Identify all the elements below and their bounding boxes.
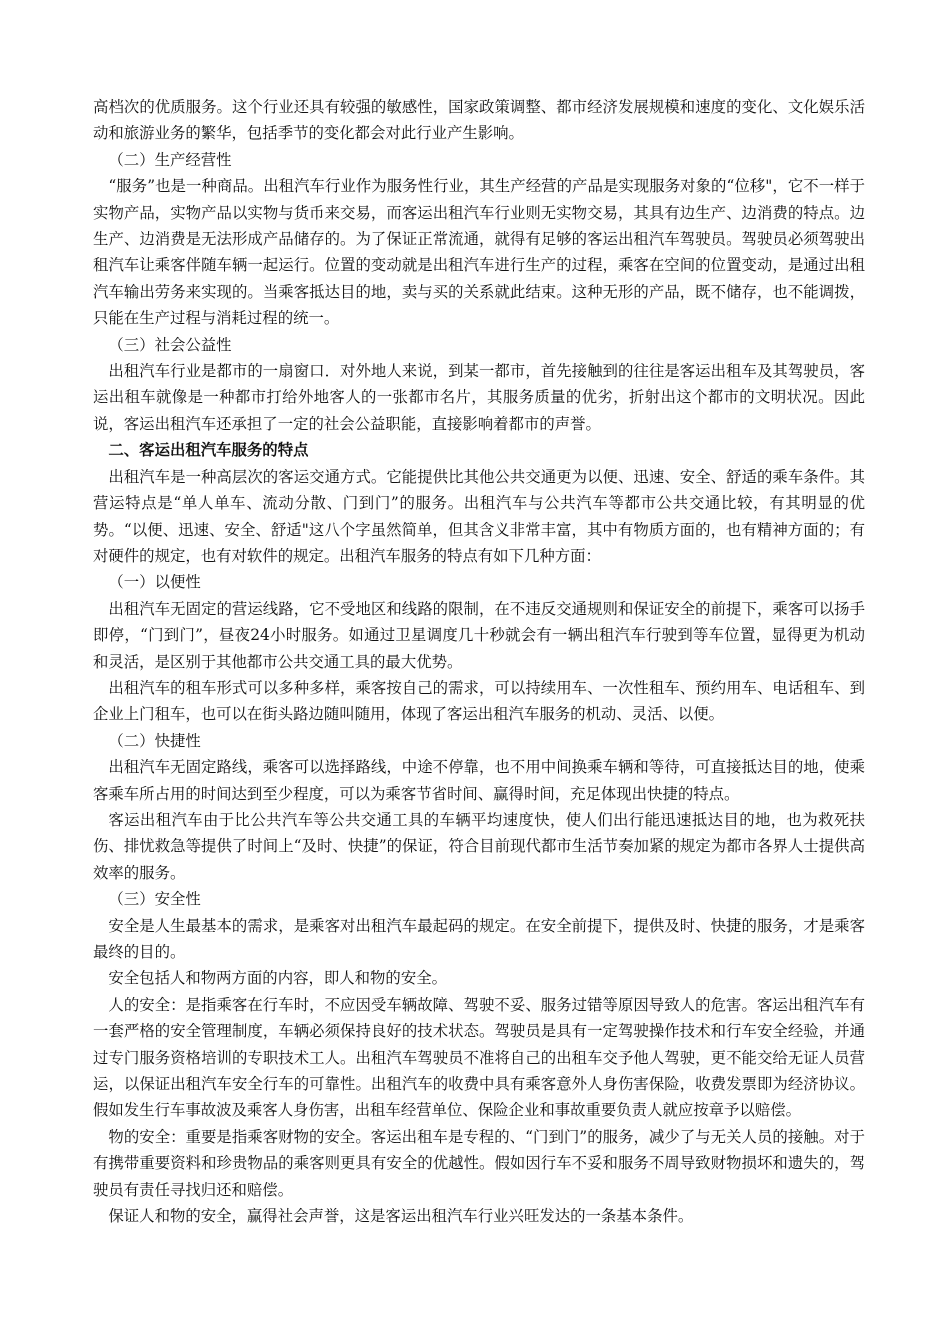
body-paragraph: 保证人和物的安全，赢得社会声誉，这是客运出租汽车行业兴旺发达的一条基本条件。 — [108, 1207, 694, 1226]
body-paragraph: 出租汽车的租车形式可以多种多样，乘客按自己的需求，可以持续用车、一次性租车、预约用车、电话租车、到企业上门租车，也可以在街头路边随叫随用，体现了客运出租汽车服务的机动、灵活、以便。 — [93, 678, 865, 724]
document-body — [93, 94, 865, 1229]
body-paragraph: 出租汽车无固定的营运线路，它不受地区和线路的限制，在不违反交通规则和保证安全的前提下，乘客可以扬手即停，“门到门”，昼夜24小时服务。如通过卫星调度几十秒就会有一辆出租汽车行驶到等车位置，显得更为机动和灵活，是区别于其他都市公共交通工具的最大优势。 — [93, 599, 865, 671]
subsection-title: （一）以便性 — [108, 573, 201, 592]
body-paragraph: 高档次的优质服务。这个行业还具有较强的敏感性，国家政策调整、都市经济发展规模和速度的变化、文化娱乐活动和旅游业务的繁华，包括季节的变化都会对此行业产生影响。 — [93, 98, 865, 143]
body-paragraph: 出租汽车无固定路线，乘客可以选择路线，中途不停靠，也不用中间换乘车辆和等待，可直接抵达目的地，使乘客乘车所占用的时间达到至少程度，可以为乘客节省时间、赢得时间，充足体现出快捷的特点。 — [93, 758, 865, 803]
subsection-title: （三）社会公益性 — [108, 335, 232, 354]
subsection-title: （二）快捷性 — [108, 731, 201, 750]
body-paragraph: 出租汽车是一种高层次的客运交通方式。它能提供比其他公共交通更为以便、迅速、安全、舒适的乘车条件。其营运特点是“单人单车、流动分散、门到门”的服务。出租汽车与公共汽车等都市公共交通比较，有其明显的优势。“以便、迅速、安全、舒适"这八个字虽然简单，但其含义非常丰富，其中有物质方面的，也有精神方面的；有对硬件的规定，也有对软件的规定。出租汽车服务的特点有如下几种方面： — [93, 467, 865, 565]
section-heading: 二、客运出租汽车服务的特点 — [108, 441, 309, 460]
body-paragraph: 客运出租汽车由于比公共汽车等公共交通工具的车辆平均速度快，使人们出行能迅速抵达目的地，也为救死扶伤、排忧救急等提供了时间上“及时、快捷”的保证，符合目前现代都市生活节奏加紧的规定为都市各界人士提供高效率的服务。 — [93, 810, 865, 882]
body-paragraph: “服务”也是一种商品。出租汽车行业作为服务性行业，其生产经营的产品是实现服务对象的“位移"，它不一样于实物产品，实物产品以实物与货币来交易，而客运出租汽车行业则无实物交易，其具有边生产、边消费的特点。边生产、边消费是无法形成产品储存的。为了保证正常流通，就得有足够的客运出租汽车驾驶员。驾驶员必须驾驶出租汽车让乘客伴随车辆一起运行。位置的变动就是出租汽车进行生产的过程，乘客在空间的位置变动，是通过出租汽车输出劳务来实现的。当乘客抵达目的地，卖与买的关系就此结束。这种无形的产品，既不储存，也不能调拨，只能在生产过程与消耗过程的统一。 — [93, 177, 865, 328]
body-paragraph: 出租汽车行业是都市的一扇窗口．对外地人来说，到某一都市，首先接触到的往往是客运出租车及其驾驶员，客运出租车就像是一种都市打给外地客人的一张都市名片，其服务质量的优劣，折射出这个都市的文明状况。因此说，客运出租汽车还承担了一定的社会公益职能，直接影响着都市的声誉。 — [93, 362, 865, 433]
body-paragraph: 安全是人生最基本的需求，是乘客对出租汽车最起码的规定。在安全前提下，提供及时、快捷的服务，才是乘客最终的目的。 — [93, 916, 865, 961]
body-paragraph: 物的安全：重要是指乘客财物的安全。客运出租车是专程的、“门到门”的服务，减少了与无关人员的接触。对于有携带重要资料和珍贵物品的乘客则更具有安全的优越性。假如因行车不妥和服务不周导致财物损坏和遗失的，驾驶员有责任寻找归还和赔偿。 — [93, 1127, 865, 1199]
subsection-title: （三）安全性 — [108, 890, 201, 909]
subsection-title: （二）生产经营性 — [108, 150, 232, 169]
body-paragraph: 安全包括人和物两方面的内容，即人和物的安全。 — [108, 969, 447, 988]
body-paragraph: 人的安全：是指乘客在行车时，不应因受车辆故障、驾驶不妥、服务过错等原因导致人的危害。客运出租汽车有一套严格的安全管理制度，车辆必须保持良好的技术状态。驾驶员是具有一定驾驶操作技术和行车安全经验，并通过专门服务资格培训的专职技术工人。出租汽车驾驶员不准将自己的出租车交予他人驾驶，更不能交给无证人员营运，以保证出租汽车安全行车的可靠性。出租汽车的收费中具有乘客意外人身伤害保险，收费发票即为经济协议。假如发生行车事故波及乘客人身伤害，出租车经营单位、保险企业和事故重要负责人就应按章予以赔偿。 — [93, 995, 865, 1120]
